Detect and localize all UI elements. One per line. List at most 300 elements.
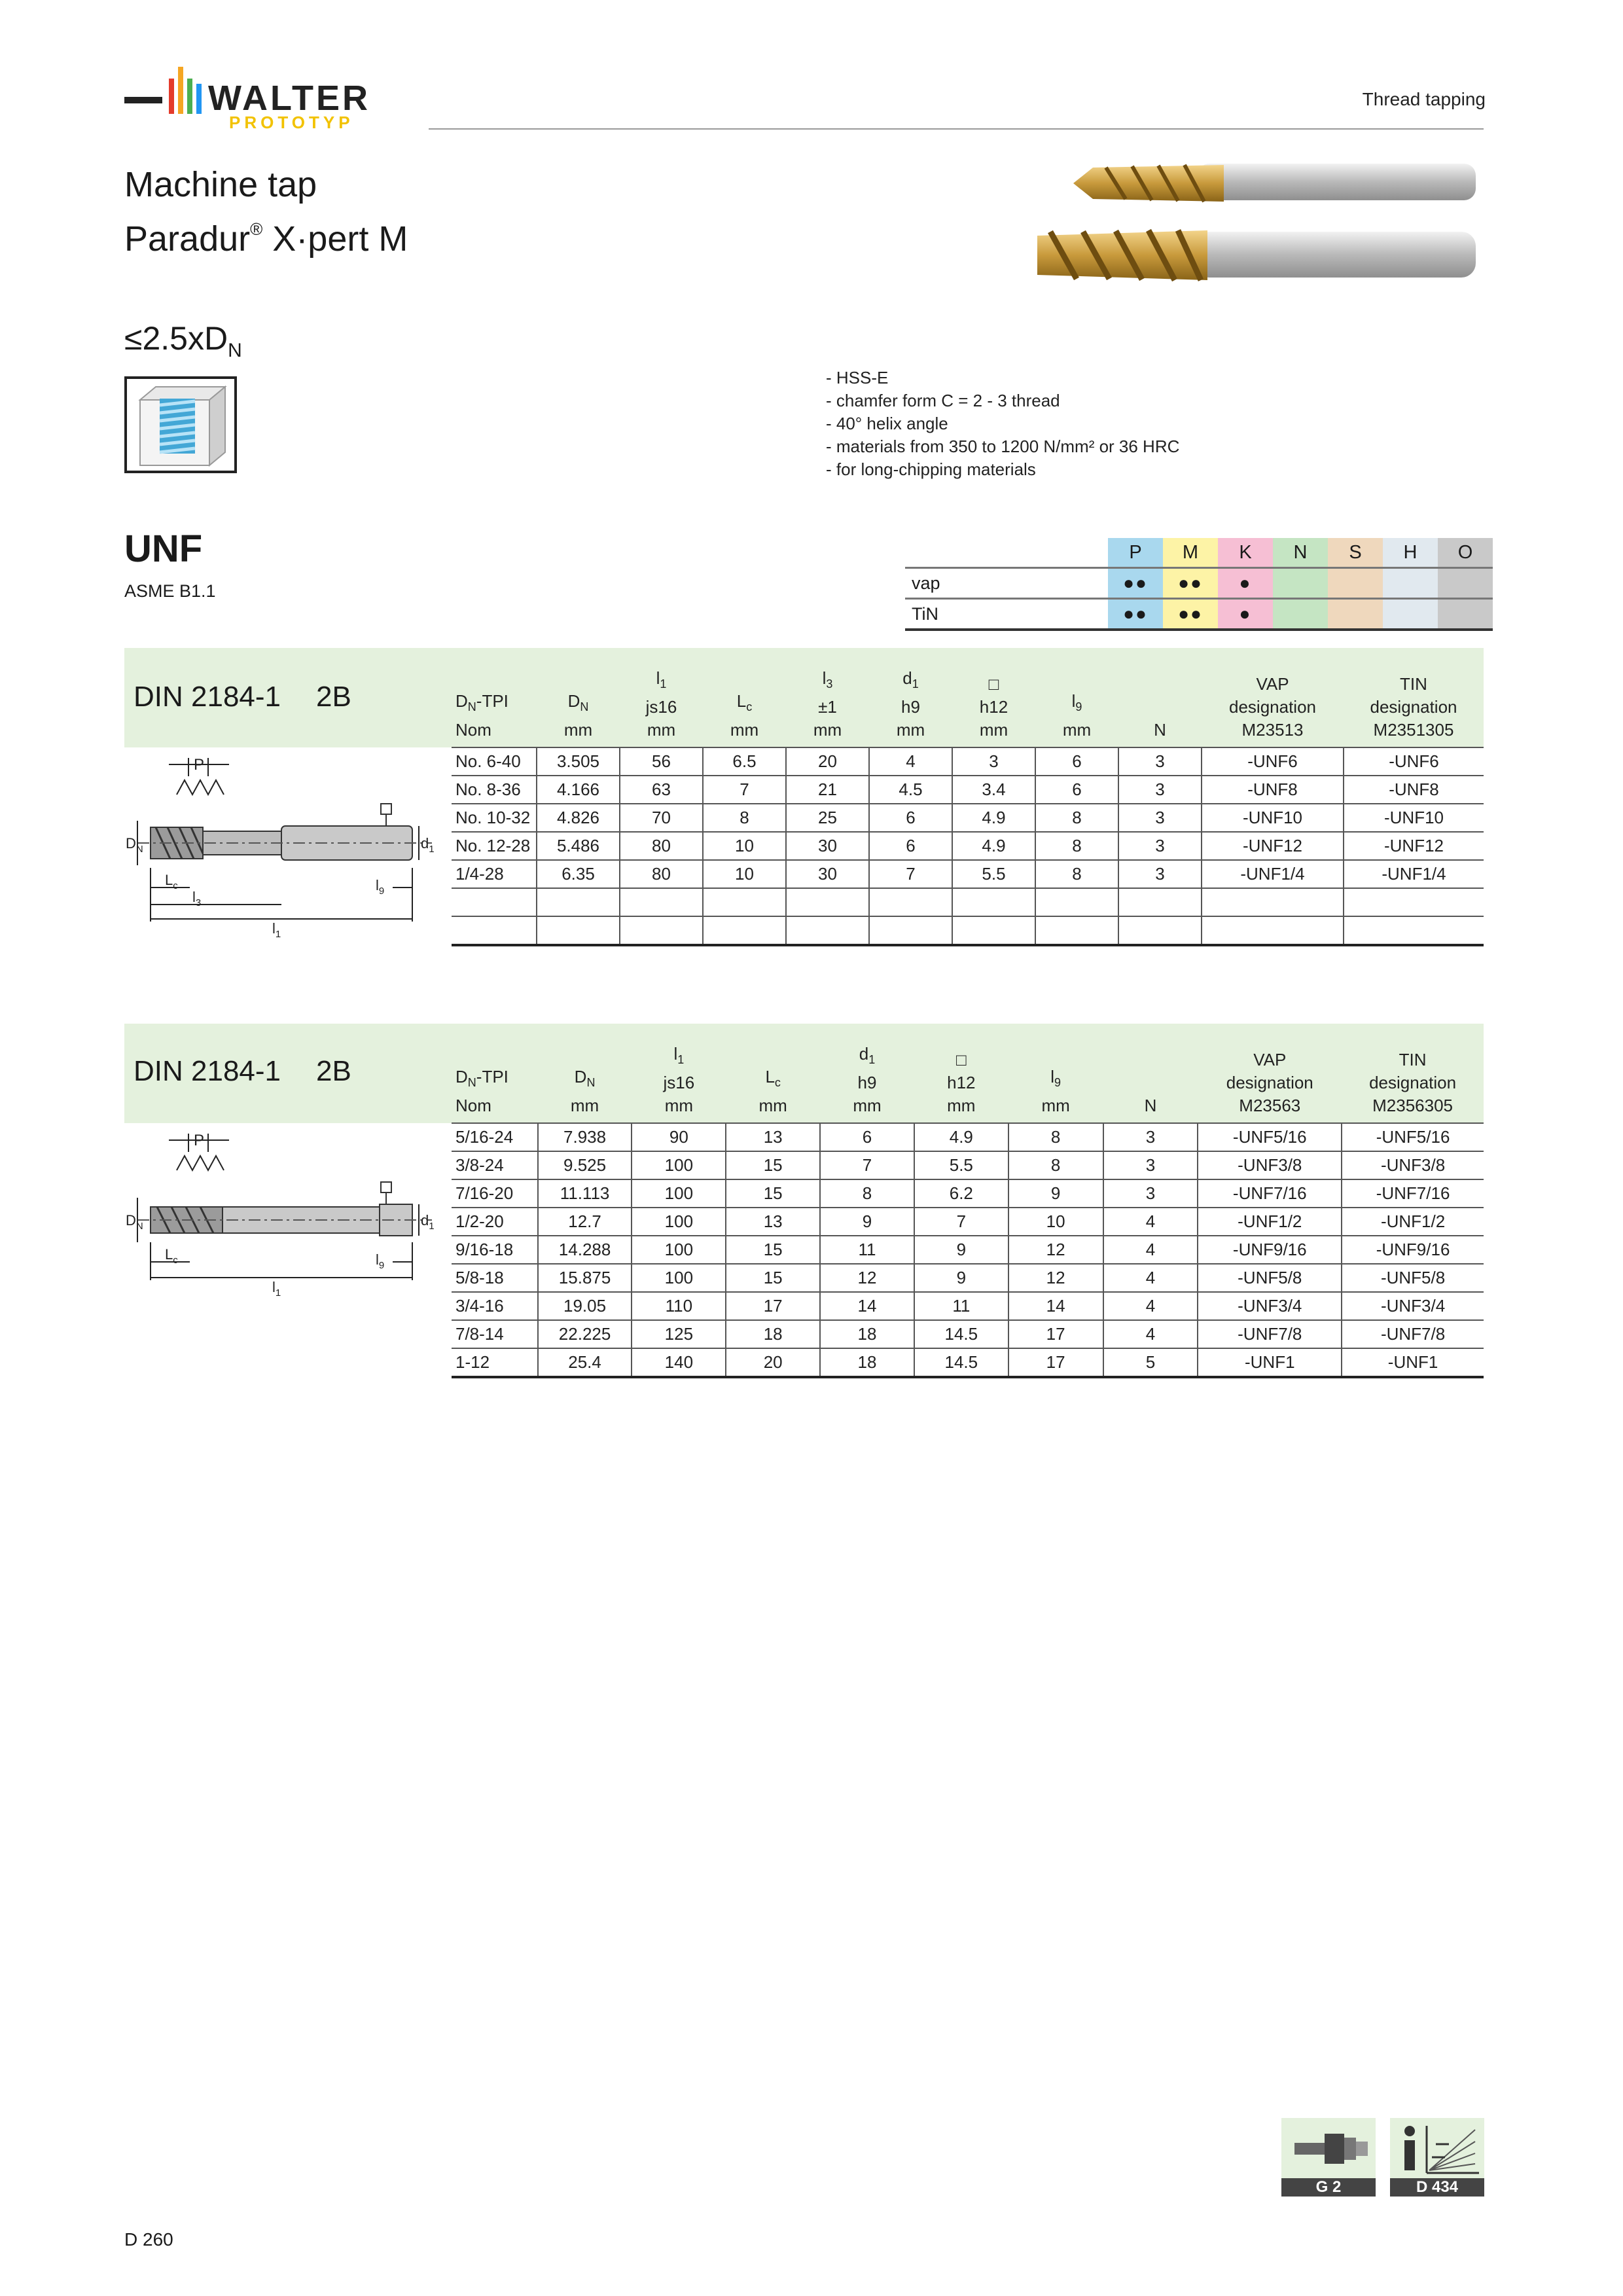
header-line xyxy=(538,1066,632,1094)
material-group-o: O xyxy=(1438,538,1493,568)
table-header-row xyxy=(452,648,1484,747)
header-line: VAP xyxy=(1253,1050,1287,1069)
header-text: -TPI xyxy=(476,691,508,711)
tool-photo-small xyxy=(1067,157,1486,209)
table-cell: -UNF8 xyxy=(1344,776,1484,804)
table-cell: 4 xyxy=(869,747,952,776)
header-line xyxy=(1035,667,1118,690)
material-group-h: H xyxy=(1383,538,1438,568)
page-number: D 260 xyxy=(124,2229,173,2250)
table-cell: 9 xyxy=(820,1208,914,1236)
table-cell: 17 xyxy=(1008,1320,1103,1348)
material-groups-table xyxy=(905,538,1493,631)
table-cell: -UNF12 xyxy=(1202,832,1344,860)
square-symbol: □ xyxy=(988,674,999,694)
material-group-n: N xyxy=(1273,538,1328,568)
table-cell: 20 xyxy=(786,747,869,776)
d1-label xyxy=(421,835,435,855)
table-cell: 125 xyxy=(632,1320,726,1348)
table-cell: -UNF5/16 xyxy=(1198,1123,1342,1151)
table-cell: 11 xyxy=(820,1236,914,1264)
table-cell: 8 xyxy=(820,1179,914,1208)
l3-letter: l xyxy=(192,889,196,905)
table-cell: 56 xyxy=(620,747,703,776)
table-cell: 4 xyxy=(1103,1208,1198,1236)
material-row-tin xyxy=(905,599,1493,630)
l1-label xyxy=(272,1279,281,1296)
header-text: l xyxy=(656,668,660,688)
col-l9 xyxy=(1008,1024,1103,1123)
tool-photo-large xyxy=(1037,223,1486,288)
table-cell: 5.5 xyxy=(914,1151,1008,1179)
table-cell: 80 xyxy=(620,832,703,860)
header-text: D xyxy=(455,1067,468,1086)
table-cell: 30 xyxy=(786,860,869,888)
pitch-label: P xyxy=(193,756,205,774)
table-cell: 9/16-18 xyxy=(452,1236,538,1264)
table-cell-empty xyxy=(952,888,1035,916)
header-sub: 1 xyxy=(677,1053,685,1066)
suitability-cell xyxy=(1383,568,1438,599)
table-cell: 6 xyxy=(869,804,952,832)
l9-sub: 9 xyxy=(378,886,385,897)
table-cell: 20 xyxy=(726,1348,820,1377)
table-cell: -UNF7/16 xyxy=(1342,1179,1484,1208)
info-chart-icon xyxy=(1390,2118,1484,2178)
col-d1 xyxy=(869,648,952,747)
table-cell: 8 xyxy=(1008,1151,1103,1179)
material-group-s: S xyxy=(1328,538,1383,568)
header-line xyxy=(1035,690,1118,719)
table-cell: 6 xyxy=(1035,776,1118,804)
table-cell: -UNF5/8 xyxy=(1198,1264,1342,1292)
table-cell: -UNF5/16 xyxy=(1342,1123,1484,1151)
material-row-vap xyxy=(905,568,1493,599)
table-cell-empty xyxy=(1344,888,1484,916)
table-cell: 12 xyxy=(1008,1264,1103,1292)
suitability-cell: ●● xyxy=(1108,599,1163,630)
dn-letter: D xyxy=(126,1212,136,1229)
table-cell: 6.5 xyxy=(703,747,786,776)
col-n xyxy=(1103,1024,1198,1123)
header-sub: 1 xyxy=(912,677,919,691)
header-line xyxy=(703,667,786,690)
table-cell: No. 10-32 xyxy=(452,804,537,832)
depth-ratio xyxy=(124,319,242,362)
header-line: ±1 xyxy=(818,697,837,717)
suitability-cell xyxy=(1328,599,1383,630)
reference-badge-g2[interactable] xyxy=(1281,2118,1376,2197)
reference-badge-d434[interactable] xyxy=(1390,2118,1484,2197)
table-cell: No. 8-36 xyxy=(452,776,537,804)
table-cell: -UNF5/8 xyxy=(1342,1264,1484,1292)
d1-letter: d xyxy=(421,1212,429,1229)
table-cell-empty xyxy=(703,888,786,916)
header-unit: mm xyxy=(896,720,925,740)
suitability-cell xyxy=(1328,568,1383,599)
table-cell: 7 xyxy=(820,1151,914,1179)
table-cell: -UNF12 xyxy=(1344,832,1484,860)
dn-sub: N xyxy=(135,844,143,855)
table-cell: 12 xyxy=(1008,1236,1103,1264)
header-sub: c xyxy=(774,1076,781,1089)
table-cell: 12.7 xyxy=(538,1208,632,1236)
table-cell-empty xyxy=(1344,916,1484,945)
table-cell: -UNF7/16 xyxy=(1198,1179,1342,1208)
l3-label xyxy=(192,889,201,908)
table-cell: -UNF10 xyxy=(1202,804,1344,832)
header-line: M2351305 xyxy=(1373,720,1454,740)
table-cell: 10 xyxy=(1008,1208,1103,1236)
table-row xyxy=(452,1151,1484,1179)
col-tin xyxy=(1342,1024,1484,1123)
header-text: N xyxy=(1144,1096,1157,1115)
table-cell: 6 xyxy=(1035,747,1118,776)
suitability-cell xyxy=(1273,568,1328,599)
table-cell: 3 xyxy=(952,747,1035,776)
header-unit: mm xyxy=(758,1096,787,1115)
brand-subname: PROTOTYP xyxy=(229,113,354,132)
table-cell: 7/16-20 xyxy=(452,1179,538,1208)
table-row xyxy=(452,1292,1484,1320)
header-sub: 1 xyxy=(868,1053,876,1066)
l9-sub: 9 xyxy=(378,1260,385,1271)
table-cell: 17 xyxy=(726,1292,820,1320)
pitch-label: P xyxy=(193,1132,205,1149)
col-lc xyxy=(726,1024,820,1123)
walter-prototyp-logo xyxy=(124,60,406,132)
table-cell-empty xyxy=(1202,916,1344,945)
header-line: designation xyxy=(1370,697,1457,717)
table-cell: 5.486 xyxy=(537,832,620,860)
d1-letter: d xyxy=(421,835,429,852)
table-cell-empty xyxy=(620,916,703,945)
header-line: h12 xyxy=(947,1073,976,1092)
table-cell: 3 xyxy=(1103,1151,1198,1179)
l1-sub: 1 xyxy=(275,1287,281,1296)
header-unit: mm xyxy=(570,1096,599,1115)
l9-letter: l xyxy=(376,877,379,893)
table-cell: 14 xyxy=(820,1292,914,1320)
header-line: M2356305 xyxy=(1372,1096,1454,1115)
feature-item: - materials from 350 to 1200 N/mm² or 36 HRC xyxy=(826,437,1180,456)
table-cell-empty xyxy=(1202,888,1344,916)
col-dn-tpi xyxy=(452,1024,538,1123)
din-section-2-title xyxy=(134,1055,351,1088)
header-unit: mm xyxy=(563,720,593,740)
table-cell: 3/8-24 xyxy=(452,1151,538,1179)
l1-label xyxy=(272,920,281,940)
din-standard: DIN 2184-1 xyxy=(134,681,281,713)
table-cell-empty xyxy=(786,916,869,945)
table-cell: 25.4 xyxy=(538,1348,632,1377)
tool-holder-icon xyxy=(1281,2118,1376,2178)
table-cell: 4 xyxy=(1103,1292,1198,1320)
header-line: js16 xyxy=(663,1073,695,1092)
table-cell: -UNF8 xyxy=(1202,776,1344,804)
table-row-empty xyxy=(452,916,1484,945)
suitability-cell: ● xyxy=(1218,568,1273,599)
header-line: js16 xyxy=(645,697,677,717)
table-cell: -UNF1/4 xyxy=(1344,860,1484,888)
material-group-k: K xyxy=(1218,538,1273,568)
header-line xyxy=(455,690,537,719)
header-line: M23513 xyxy=(1241,720,1304,740)
header-sub: N xyxy=(580,700,589,713)
table-cell: 19.05 xyxy=(538,1292,632,1320)
table-cell: 9 xyxy=(1008,1179,1103,1208)
table-row-empty xyxy=(452,888,1484,916)
table-cell: 4.166 xyxy=(537,776,620,804)
table-cell-empty xyxy=(620,888,703,916)
header-unit: mm xyxy=(947,1096,976,1115)
table-cell-empty xyxy=(1035,916,1118,945)
header-unit: mm xyxy=(730,720,759,740)
lc-letter: L xyxy=(165,1246,173,1263)
table-cell: 5 xyxy=(1103,1348,1198,1377)
table-cell: 110 xyxy=(632,1292,726,1320)
table-cell: 90 xyxy=(632,1123,726,1151)
header-unit: mm xyxy=(979,720,1008,740)
material-header-blank xyxy=(905,538,1108,568)
table-cell: 12 xyxy=(820,1264,914,1292)
table-cell: -UNF7/8 xyxy=(1198,1320,1342,1348)
table-cell: 100 xyxy=(632,1236,726,1264)
header-text: d xyxy=(902,668,912,688)
header-unit: mm xyxy=(647,720,676,740)
header-divider xyxy=(429,128,1484,130)
table-cell: No. 12-28 xyxy=(452,832,537,860)
reference-label: D 434 xyxy=(1390,2178,1484,2197)
table-cell: 8 xyxy=(1035,804,1118,832)
table-row xyxy=(452,1179,1484,1208)
material-group-p: P xyxy=(1108,538,1163,568)
col-dn xyxy=(537,648,620,747)
header-line xyxy=(538,1043,632,1066)
depth-ratio-main: ≤2.5xD xyxy=(124,320,228,357)
header-line: TIN xyxy=(1399,1050,1427,1069)
table-cell: 4.5 xyxy=(869,776,952,804)
table-cell: 13 xyxy=(726,1208,820,1236)
suitability-cell xyxy=(1438,568,1493,599)
registered-mark: ® xyxy=(250,219,263,239)
l1-letter: l xyxy=(272,920,276,937)
table-cell: 25 xyxy=(786,804,869,832)
brand-name: WALTER xyxy=(208,79,370,118)
header-sub: 1 xyxy=(660,677,667,691)
table-cell: 18 xyxy=(726,1320,820,1348)
table-cell: 4 xyxy=(1103,1236,1198,1264)
lc-label xyxy=(165,1246,178,1266)
header-text: N xyxy=(1154,720,1166,740)
dn-letter: D xyxy=(126,835,136,852)
d1-label xyxy=(421,1212,435,1232)
table-cell: 80 xyxy=(620,860,703,888)
table-row xyxy=(452,776,1484,804)
header-line: designation xyxy=(1229,697,1316,717)
depth-ratio-sub: N xyxy=(228,340,242,361)
header-line xyxy=(869,667,952,696)
header-sub: 9 xyxy=(1075,700,1082,713)
table-cell: -UNF3/4 xyxy=(1198,1292,1342,1320)
table-row xyxy=(452,860,1484,888)
table-cell: 7 xyxy=(914,1208,1008,1236)
header-line: M23563 xyxy=(1239,1096,1301,1115)
coating-label: TiN xyxy=(905,599,1108,630)
table-cell: 7/8-14 xyxy=(452,1320,538,1348)
col-l3 xyxy=(786,648,869,747)
d1-sub: 1 xyxy=(429,1221,435,1232)
header-text: L xyxy=(736,691,747,711)
table-cell: 3 xyxy=(1118,860,1202,888)
table-cell: 1-12 xyxy=(452,1348,538,1377)
table-cell: 30 xyxy=(786,832,869,860)
header-text: D xyxy=(567,691,580,711)
feature-item: - HSS-E xyxy=(826,368,889,387)
header-text: l xyxy=(673,1044,678,1064)
header-line xyxy=(537,690,620,719)
table-cell-empty xyxy=(786,888,869,916)
table-cell: 9.525 xyxy=(538,1151,632,1179)
table-cell: 100 xyxy=(632,1179,726,1208)
table-cell: -UNF3/8 xyxy=(1198,1151,1342,1179)
table-cell: 9 xyxy=(914,1236,1008,1264)
table-cell: 100 xyxy=(632,1208,726,1236)
suitability-cell xyxy=(1273,599,1328,630)
table-2-body xyxy=(452,1123,1484,1377)
header-line xyxy=(726,1043,820,1066)
table-cell: 5.5 xyxy=(952,860,1035,888)
col-l9 xyxy=(1035,648,1118,747)
header-unit: mm xyxy=(1062,720,1092,740)
table-cell: 7 xyxy=(703,776,786,804)
product-title xyxy=(124,162,408,261)
table-cell: 4 xyxy=(1103,1320,1198,1348)
col-square xyxy=(914,1024,1008,1123)
col-vap xyxy=(1198,1024,1342,1123)
table-cell-empty xyxy=(1118,888,1202,916)
table-cell-empty xyxy=(703,916,786,945)
table-cell: 100 xyxy=(632,1264,726,1292)
header-line xyxy=(455,667,537,690)
col-tin xyxy=(1344,648,1484,747)
header-text: l xyxy=(822,668,827,688)
material-group-m: M xyxy=(1163,538,1218,568)
table-cell: 6.35 xyxy=(537,860,620,888)
feature-list xyxy=(826,367,1179,481)
table-row xyxy=(452,1348,1484,1377)
table-cell: 5/8-18 xyxy=(452,1264,538,1292)
l9-label xyxy=(376,877,384,897)
header-line: designation xyxy=(1369,1073,1457,1092)
header-line: VAP xyxy=(1256,674,1289,694)
header-unit: mm xyxy=(853,1096,882,1115)
table-row xyxy=(452,832,1484,860)
table-cell: 11.113 xyxy=(538,1179,632,1208)
table-row xyxy=(452,1208,1484,1236)
header-text: -TPI xyxy=(476,1067,508,1086)
dimension-table-2 xyxy=(452,1024,1484,1378)
table-cell: 18 xyxy=(820,1348,914,1377)
table-cell: 10 xyxy=(703,860,786,888)
table-cell: 6 xyxy=(869,832,952,860)
table-cell: 18 xyxy=(820,1320,914,1348)
table-cell: 3 xyxy=(1118,804,1202,832)
header-sub: N xyxy=(586,1076,596,1089)
suitability-cell: ●● xyxy=(1163,568,1218,599)
table-cell-empty xyxy=(537,888,620,916)
table-cell: 1/4-28 xyxy=(452,860,537,888)
l1-letter: l xyxy=(272,1279,276,1295)
table-cell: 3 xyxy=(1118,747,1202,776)
l3-sub: 3 xyxy=(195,897,202,908)
dn-label xyxy=(126,1212,143,1232)
table-row xyxy=(452,747,1484,776)
col-square xyxy=(952,648,1035,747)
col-dn xyxy=(538,1024,632,1123)
table-cell: 15 xyxy=(726,1151,820,1179)
section-label: Thread tapping xyxy=(1362,89,1486,109)
header-unit: mm xyxy=(664,1096,694,1115)
header-line: h9 xyxy=(857,1073,877,1092)
suitability-cell: ● xyxy=(1218,599,1273,630)
table-cell: 8 xyxy=(1035,832,1118,860)
table-cell: 3.505 xyxy=(537,747,620,776)
table-cell: 1/2-20 xyxy=(452,1208,538,1236)
table-cell: 8 xyxy=(1008,1123,1103,1151)
header-line xyxy=(632,1043,726,1071)
material-groups-header xyxy=(905,538,1493,568)
product-name: Paradur xyxy=(124,219,251,259)
table-cell: 100 xyxy=(632,1151,726,1179)
coating-label: vap xyxy=(905,568,1108,599)
product-title-line1: Machine tap xyxy=(124,165,317,204)
header-line xyxy=(455,1066,538,1094)
table-cell: 17 xyxy=(1008,1348,1103,1377)
table-cell: -UNF1/4 xyxy=(1202,860,1344,888)
header-text: l xyxy=(1050,1067,1055,1086)
table-cell: 3/4-16 xyxy=(452,1292,538,1320)
header-sub: N xyxy=(467,700,476,713)
header-line xyxy=(820,1043,914,1071)
table-cell: 4 xyxy=(1103,1264,1198,1292)
lc-letter: L xyxy=(165,872,173,888)
square-symbol: □ xyxy=(955,1050,967,1069)
table-cell: -UNF3/8 xyxy=(1342,1151,1484,1179)
dimension-table-1 xyxy=(452,648,1484,946)
table-row xyxy=(452,1264,1484,1292)
table-cell: 14.5 xyxy=(914,1348,1008,1377)
header-unit: Nom xyxy=(455,1096,491,1115)
table-cell-empty xyxy=(452,916,537,945)
header-line xyxy=(1008,1043,1103,1066)
header-line: h9 xyxy=(901,697,920,717)
col-l1 xyxy=(632,1024,726,1123)
lc-sub: c xyxy=(173,1255,178,1266)
table-cell: 63 xyxy=(620,776,703,804)
table-cell: 3 xyxy=(1118,776,1202,804)
header-unit: mm xyxy=(813,720,842,740)
header-unit: mm xyxy=(1041,1096,1070,1115)
table-cell: -UNF7/8 xyxy=(1342,1320,1484,1348)
header-line xyxy=(703,690,786,719)
table-cell-empty xyxy=(869,888,952,916)
din-standard: DIN 2184-1 xyxy=(134,1055,281,1087)
col-lc xyxy=(703,648,786,747)
lc-sub: c xyxy=(173,880,178,891)
dn-label xyxy=(126,835,143,855)
table-cell: 15 xyxy=(726,1179,820,1208)
